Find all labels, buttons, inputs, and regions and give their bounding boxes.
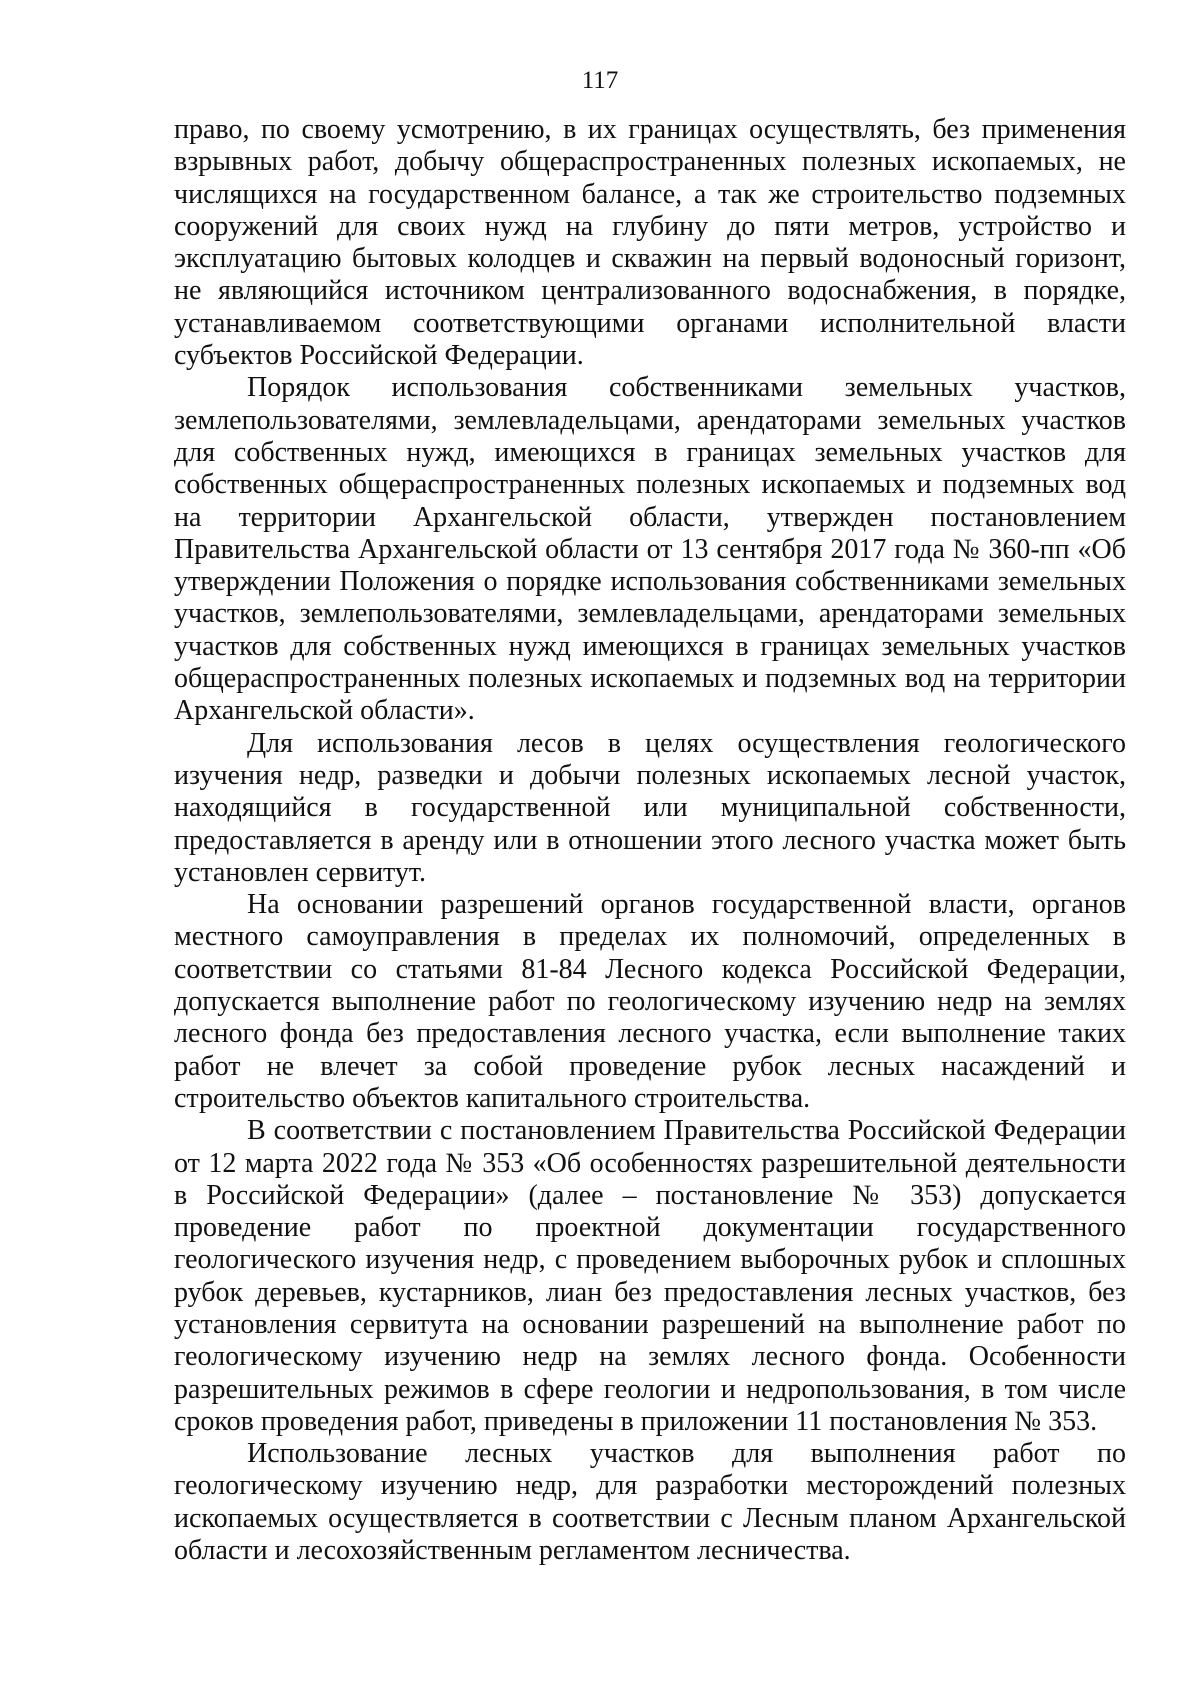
paragraph-forest-use: Для использования лесов в целях осуществления геологического изучения недр, разведки и добычи полезных ископаемых лесной участок, находящийся в государственной или муниципальной собственности, предоставляется в аренду или в отношении этого лесного участка может быть установлен сервитут. [174, 727, 1126, 888]
paragraph-permits: На основании разрешений органов государственной власти, органов местного самоуправления в пределах их полномочий, определенных в соответствии со статьями 81-84 Лесного кодекса Российской Федерации, допускается выполнение работ по геологическому изучению недр на землях лесного фонда без предоставления лесного участка, если выполнение таких работ не влечет за собой проведение рубок лесных насаждений и строительство объектов капитального строительства. [174, 889, 1126, 1114]
paragraph-continuation: право, по своему усмотрению, в их границах осуществлять, без применения взрывных работ, добычу общераспространенных полезных ископаемых, не числящихся на государственном балансе, а так же строительство подземных сооружений для своих нужд на глубину до пяти метров, устройство и эксплуатацию бытовых колодцев и скважин на первый водоносный горизонт, не являющийся источником централизованного водоснабжения, в порядке, устанавливаемом соответствующими органами исполнительной власти субъектов Российской Федерации. [174, 114, 1126, 372]
paragraph-resolution-353: В соответствии с постановлением Правительства Российской Федерации от 12 марта 2022 года № 353 «Об особенностях разрешительной деятельности в Российской Федерации» (далее – постановление № 353) допускается проведение работ по проектной документации государственного геологического изучения недр, с проведением выборочных рубок и сплошных рубок деревьев, кустарников, лиан без предоставления лесных участков, без установления сервитута на основании разрешений на выполнение работ по геологическому изучению недр на землях лесного фонда. Особенности разрешительных режимов в сфере геологии и недропользования, в том числе сроков проведения работ, приведены в приложении 11 постановления № 353. [174, 1115, 1126, 1437]
paragraph-forest-plan: Использование лесных участков для выполнения работ по геологическому изучению недр, для разработки месторождений полезных ископаемых осуществляется в соответствии с Лесным планом Архангельской области и лесохозяйственным регламентом лесничества. [174, 1438, 1126, 1567]
document-body [174, 114, 1126, 1567]
page-number: 117 [581, 67, 619, 94]
paragraph-order-of-use: Порядок использования собственниками земельных участков, землепользователями, землевладельцами, арендаторами земельных участков для собственных нужд, имеющихся в границах земельных участков для собственных общераспространенных полезных ископаемых и подземных вод на территории Архангельской области, утвержден постановлением Правительства Архангельской области от 13 сентября 2017 года № 360-пп «Об утверждении Положения о порядке использования собственниками земельных участков, землепользователями, землевладельцами, арендаторами земельных участков для собственных нужд имеющихся в границах земельных участков общераспространенных полезных ископаемых и подземных вод на территории Архангельской области». [174, 372, 1126, 727]
